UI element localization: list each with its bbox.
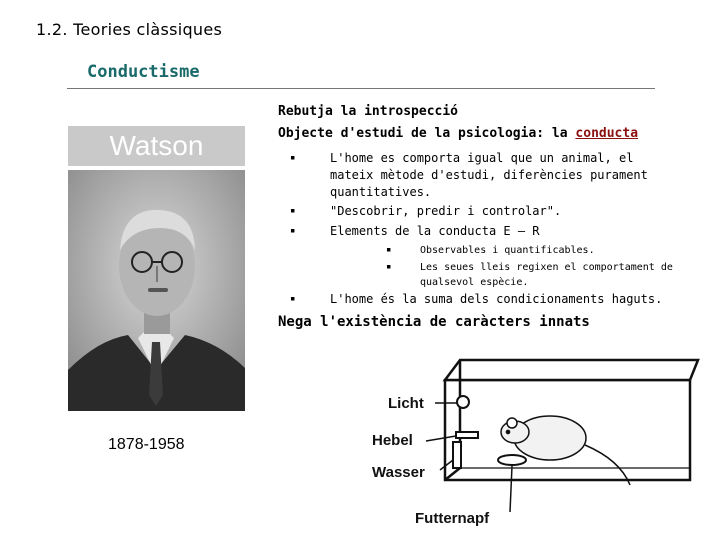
- bullet-item: [290, 203, 660, 220]
- bullet-marker: ▪: [290, 153, 296, 163]
- subbullet-text: Observables i quantificables.: [420, 245, 595, 256]
- bullet-marker: ▪: [386, 262, 392, 272]
- portrait-years: 1878-1958: [108, 436, 185, 453]
- subbullet-text: Les seues lleis regixen el comportament de qualsevol espècie.: [420, 262, 673, 288]
- portrait-name: Watson: [68, 126, 245, 166]
- bullet-marker: ▪: [290, 294, 296, 304]
- bullet-text: Elements de la conducta E – R: [330, 224, 540, 238]
- water-bottle: [453, 442, 461, 468]
- object-of-study-text: [278, 126, 638, 141]
- bullet-item: [290, 150, 660, 201]
- denies-innate-traits-text: Nega l'existència de caràcters innats: [278, 314, 590, 330]
- bullet-marker: ▪: [386, 245, 392, 255]
- rejects-introspection-text: Rebutja la introspecció: [278, 104, 459, 119]
- object-of-study-prefix: Objecte d'estudi de la psicologia: la: [278, 126, 576, 141]
- label-licht: Licht: [388, 395, 424, 412]
- label-futternapf: Futternapf: [415, 510, 490, 527]
- label-hebel: Hebel: [372, 432, 413, 449]
- bullet-text: L'home és la suma dels condicionaments haguts.: [330, 292, 663, 306]
- rat: [501, 416, 630, 485]
- lever: [456, 432, 478, 438]
- light-bulb: [457, 396, 469, 408]
- divider: [67, 88, 655, 89]
- subbullet-item: [386, 260, 690, 290]
- subbullet-item: [386, 243, 690, 258]
- bullet-text: L'home es comporta igual que un animal, el mateix mètode d'estudi, diferències purament quantitatives.: [330, 151, 648, 199]
- bullet-marker: ▪: [290, 206, 296, 216]
- section-heading: 1.2. Teories clàssiques: [36, 20, 223, 39]
- slide-subtitle: Conductisme: [87, 62, 200, 82]
- watson-portrait-photo: [68, 170, 245, 411]
- conducta-highlight: conducta: [575, 126, 639, 141]
- label-wasser: Wasser: [372, 464, 425, 481]
- bullet-item: [290, 291, 670, 308]
- bullet-item: [290, 223, 660, 240]
- food-tray: [498, 455, 526, 465]
- bullet-text: "Descobrir, predir i controlar".: [330, 204, 562, 218]
- bullet-marker: ▪: [290, 226, 296, 236]
- skinner-box-illustration: [360, 350, 700, 535]
